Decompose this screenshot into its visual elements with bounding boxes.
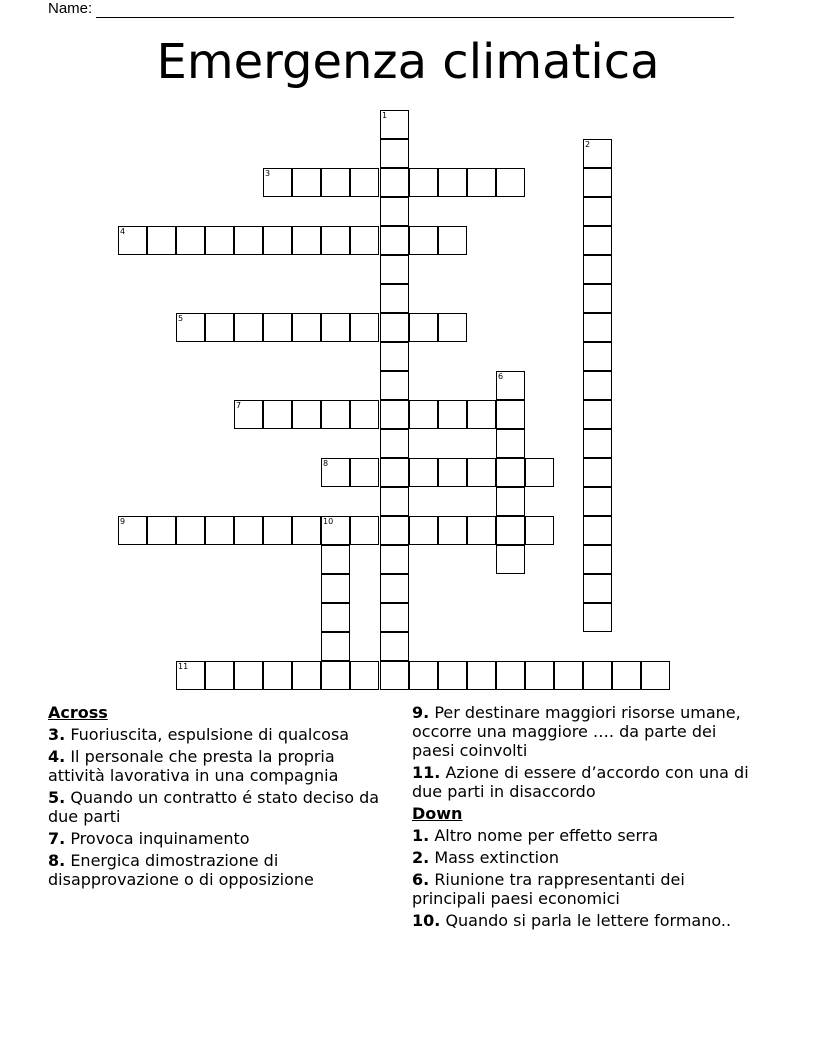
grid-cell[interactable]	[380, 313, 409, 342]
clue-text: Riunione tra rappresentanti dei principali paesi economici	[412, 870, 685, 908]
grid-cell[interactable]	[409, 168, 438, 197]
grid-cell[interactable]	[467, 516, 496, 545]
grid-cell[interactable]	[467, 458, 496, 487]
grid-cell[interactable]	[409, 516, 438, 545]
grid-cell[interactable]	[583, 661, 612, 690]
clue-down-2	[412, 848, 757, 867]
grid-cell[interactable]	[438, 516, 467, 545]
page-title: Emergenza climatica	[156, 34, 660, 90]
grid-cell[interactable]	[321, 574, 350, 603]
clue-number: 10.	[412, 911, 441, 930]
grid-cell[interactable]	[467, 168, 496, 197]
grid-cell[interactable]	[205, 226, 234, 255]
cell-number: 7	[236, 401, 242, 410]
clues-column-left	[48, 703, 393, 892]
grid-cell[interactable]	[292, 400, 321, 429]
grid-cell[interactable]	[380, 226, 409, 255]
grid-cell[interactable]	[380, 429, 409, 458]
grid-cell[interactable]	[350, 226, 379, 255]
grid-cell[interactable]	[496, 458, 525, 487]
grid-cell[interactable]	[438, 400, 467, 429]
clue-across-11	[412, 763, 757, 801]
grid-cell[interactable]	[118, 226, 147, 255]
grid-cell[interactable]	[321, 661, 350, 690]
grid-cell[interactable]	[583, 458, 612, 487]
grid-cell[interactable]	[292, 516, 321, 545]
grid-cell[interactable]	[321, 603, 350, 632]
grid-cell[interactable]	[583, 139, 612, 168]
grid-cell[interactable]	[554, 661, 583, 690]
grid-cell[interactable]	[380, 400, 409, 429]
grid-cell[interactable]	[234, 400, 263, 429]
clue-text: Quando un contratto é stato deciso da due parti	[48, 788, 380, 826]
clue-across-8	[48, 851, 393, 889]
clue-number: 6.	[412, 870, 430, 889]
clue-text: Per destinare maggiori risorse umane, occorre una maggiore …. da parte dei paesi coinvolti	[412, 703, 741, 760]
grid-cell[interactable]	[409, 313, 438, 342]
grid-cell[interactable]	[583, 342, 612, 371]
grid-cell[interactable]	[583, 284, 612, 313]
clues-column-right	[412, 703, 757, 933]
across-heading: Across	[48, 703, 108, 722]
clue-number: 5.	[48, 788, 66, 807]
cell-number: 3	[265, 169, 271, 178]
grid-cell[interactable]	[496, 400, 525, 429]
cell-number: 1	[382, 111, 388, 120]
grid-cell[interactable]	[350, 168, 379, 197]
clue-number: 11.	[412, 763, 441, 782]
clue-across-7	[48, 829, 393, 848]
grid-cell[interactable]	[438, 168, 467, 197]
grid-cell[interactable]	[321, 400, 350, 429]
grid-cell[interactable]	[350, 400, 379, 429]
grid-cell[interactable]	[321, 516, 350, 545]
grid-cell[interactable]	[583, 255, 612, 284]
grid-cell[interactable]	[496, 429, 525, 458]
grid-cell[interactable]	[380, 516, 409, 545]
grid-cell[interactable]	[176, 226, 205, 255]
grid-cell[interactable]	[321, 632, 350, 661]
down-heading: Down	[412, 804, 463, 823]
grid-cell[interactable]	[496, 168, 525, 197]
grid-cell[interactable]	[292, 226, 321, 255]
clue-number: 3.	[48, 725, 66, 744]
grid-cell[interactable]	[176, 516, 205, 545]
grid-cell[interactable]	[496, 545, 525, 574]
clue-text: Fuoriuscita, espulsione di qualcosa	[70, 725, 350, 744]
grid-cell[interactable]	[409, 661, 438, 690]
grid-cell[interactable]	[380, 110, 409, 139]
grid-cell[interactable]	[234, 313, 263, 342]
cell-number: 9	[120, 517, 126, 526]
grid-cell[interactable]	[583, 487, 612, 516]
grid-cell[interactable]	[525, 458, 554, 487]
grid-cell[interactable]	[583, 313, 612, 342]
clue-number: 2.	[412, 848, 430, 867]
grid-cell[interactable]	[380, 168, 409, 197]
grid-cell[interactable]	[496, 516, 525, 545]
grid-cell[interactable]	[380, 197, 409, 226]
clue-across-3	[48, 725, 393, 744]
grid-cell[interactable]	[583, 574, 612, 603]
grid-cell[interactable]	[321, 226, 350, 255]
grid-cell[interactable]	[467, 661, 496, 690]
grid-cell[interactable]	[380, 284, 409, 313]
grid-cell[interactable]	[380, 342, 409, 371]
grid-cell[interactable]	[583, 168, 612, 197]
clue-down-1	[412, 826, 757, 845]
grid-cell[interactable]	[234, 661, 263, 690]
grid-cell[interactable]	[176, 313, 205, 342]
grid-cell[interactable]	[525, 516, 554, 545]
grid-cell[interactable]	[205, 516, 234, 545]
grid-cell[interactable]	[583, 545, 612, 574]
grid-cell[interactable]	[350, 661, 379, 690]
clue-text: Provoca inquinamento	[70, 829, 250, 848]
cell-number: 4	[120, 227, 126, 236]
grid-cell[interactable]	[292, 168, 321, 197]
grid-cell[interactable]	[176, 661, 205, 690]
grid-cell[interactable]	[380, 632, 409, 661]
grid-cell[interactable]	[380, 139, 409, 168]
grid-cell[interactable]	[583, 226, 612, 255]
clue-text: Azione di essere d’accordo con una di due parti in disaccordo	[412, 763, 749, 801]
grid-cell[interactable]	[496, 487, 525, 516]
grid-cell[interactable]	[380, 574, 409, 603]
grid-cell[interactable]	[205, 313, 234, 342]
clue-text: Energica dimostrazione di disapprovazione o di opposizione	[48, 851, 314, 889]
cell-number: 6	[498, 372, 504, 381]
clue-across-9	[412, 703, 757, 760]
grid-cell[interactable]	[525, 661, 554, 690]
grid-cell[interactable]	[263, 313, 292, 342]
grid-cell[interactable]	[350, 458, 379, 487]
cell-number: 8	[323, 459, 329, 468]
clue-across-5	[48, 788, 393, 826]
grid-cell[interactable]	[583, 516, 612, 545]
grid-cell[interactable]	[380, 661, 409, 690]
grid-cell[interactable]	[467, 400, 496, 429]
grid-cell[interactable]	[234, 226, 263, 255]
grid-cell[interactable]	[350, 516, 379, 545]
grid-cell[interactable]	[263, 400, 292, 429]
grid-cell[interactable]	[263, 226, 292, 255]
grid-cell[interactable]	[321, 458, 350, 487]
grid-cell[interactable]	[641, 661, 670, 690]
grid-cell[interactable]	[147, 226, 176, 255]
grid-cell[interactable]	[263, 168, 292, 197]
grid-cell[interactable]	[234, 516, 263, 545]
grid-cell[interactable]	[583, 197, 612, 226]
cell-number: 5	[178, 314, 184, 323]
grid-cell[interactable]	[350, 313, 379, 342]
clue-number: 9.	[412, 703, 430, 722]
grid-cell[interactable]	[263, 516, 292, 545]
clue-number: 7.	[48, 829, 66, 848]
grid-cell[interactable]	[292, 313, 321, 342]
grid-cell[interactable]	[147, 516, 176, 545]
grid-cell[interactable]	[263, 661, 292, 690]
grid-cell[interactable]	[380, 603, 409, 632]
grid-cell[interactable]	[583, 429, 612, 458]
grid-cell[interactable]	[380, 255, 409, 284]
name-label: Name:	[48, 0, 93, 17]
grid-cell[interactable]	[409, 226, 438, 255]
clue-text: Altro nome per effetto serra	[434, 826, 659, 845]
grid-cell[interactable]	[205, 661, 234, 690]
grid-cell[interactable]	[438, 313, 467, 342]
grid-cell[interactable]	[409, 458, 438, 487]
clue-down-10	[412, 911, 757, 930]
grid-cell[interactable]	[321, 313, 350, 342]
clue-number: 1.	[412, 826, 430, 845]
cell-number: 11	[178, 662, 189, 671]
grid-cell[interactable]	[118, 516, 147, 545]
grid-cell[interactable]	[583, 603, 612, 632]
grid-cell[interactable]	[496, 661, 525, 690]
clue-text: Mass extinction	[434, 848, 560, 867]
clue-text: Quando si parla le lettere formano..	[445, 911, 732, 930]
grid-cell[interactable]	[496, 371, 525, 400]
grid-cell[interactable]	[583, 400, 612, 429]
grid-cell[interactable]	[438, 226, 467, 255]
grid-cell[interactable]	[380, 545, 409, 574]
clue-text: Il personale che presta la propria attività lavorativa in una compagnia	[48, 747, 339, 785]
clue-number: 4.	[48, 747, 66, 766]
cell-number: 10	[323, 517, 334, 526]
grid-cell[interactable]	[380, 371, 409, 400]
grid-cell[interactable]	[583, 371, 612, 400]
cell-number: 2	[585, 140, 591, 149]
grid-cell[interactable]	[380, 487, 409, 516]
grid-cell[interactable]	[321, 168, 350, 197]
grid-cell[interactable]	[321, 545, 350, 574]
grid-cell[interactable]	[380, 458, 409, 487]
grid-cell[interactable]	[409, 400, 438, 429]
grid-cell[interactable]	[438, 458, 467, 487]
clue-number: 8.	[48, 851, 66, 870]
clue-across-4	[48, 747, 393, 785]
grid-cell[interactable]	[612, 661, 641, 690]
grid-cell[interactable]	[438, 661, 467, 690]
grid-cell[interactable]	[292, 661, 321, 690]
clue-down-6	[412, 870, 757, 908]
